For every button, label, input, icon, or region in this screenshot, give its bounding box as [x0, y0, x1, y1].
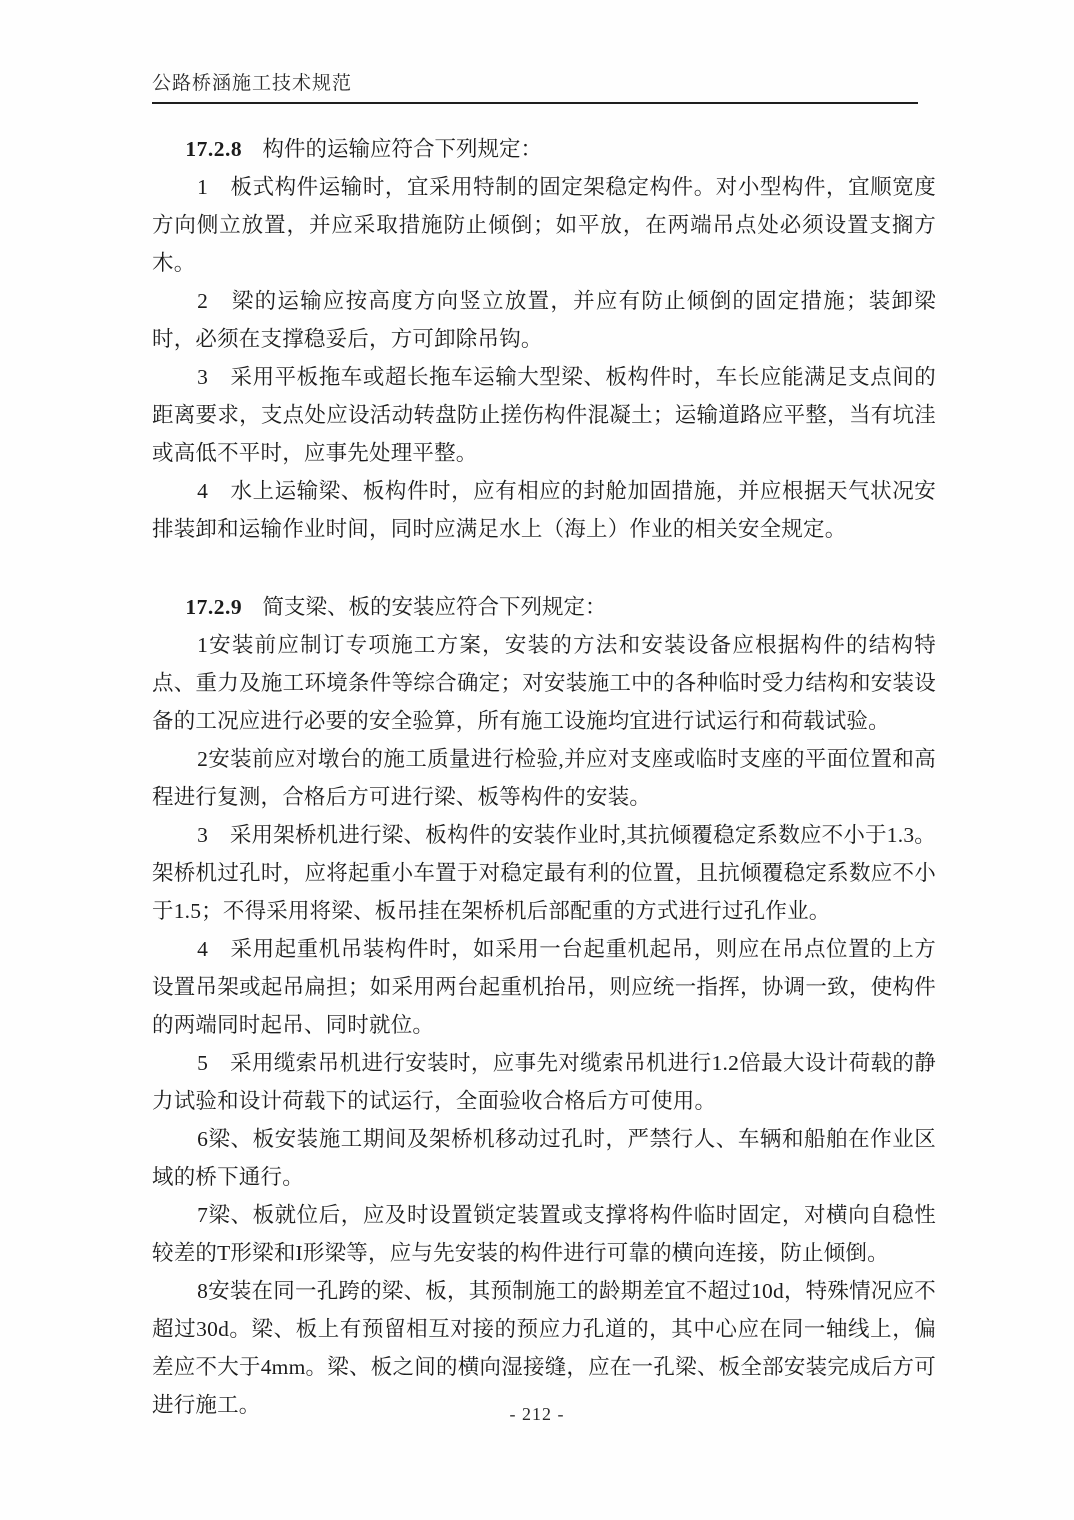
page-number: - 212 - [509, 1404, 565, 1424]
paragraph: 6梁、板安装施工期间及架桥机移动过孔时，严禁行人、车辆和船舶在作业区域的桥下通行。 [152, 1127, 936, 1189]
section-17-2-9 [152, 588, 936, 1424]
paragraph: 2 梁的运输应按高度方向竖立放置，并应有防止倾倒的固定措施；装卸梁时，必须在支撑稳妥后，方可卸除吊钩。 [152, 289, 936, 351]
header-title: 公路桥涵施工技术规范 [152, 73, 353, 94]
page-content [152, 130, 936, 1424]
paragraph: 7梁、板就位后，应及时设置锁定装置或支撑将构件临时固定，对横向自稳性较差的T形梁和I形梁等，应与先安装的构件进行可靠的横向连接，防止倾倒。 [152, 1203, 936, 1265]
paragraph: 1安装前应制订专项施工方案，安装的方法和安装设备应根据构件的结构特点、重力及施工环境条件等综合确定；对安装施工中的各种临时受力结构和安装设备的工况应进行必要的安全验算，所有施工设施均宜进行试运行和荷载试验。 [152, 633, 936, 733]
section-heading [152, 588, 936, 626]
paragraph: 3 采用架桥机进行梁、板构件的安装作业时,其抗倾覆稳定系数应不小于1.3。架桥机过孔时，应将起重小车置于对稳定最有利的位置，且抗倾覆稳定系数应不小于1.5；不得采用将梁、板吊挂在架桥机后部配重的方式进行过孔作业。 [152, 823, 936, 923]
paragraph: 2安装前应对墩台的施工质量进行检验,并应对支座或临时支座的平面位置和高程进行复测，合格后方可进行梁、板等构件的安装。 [152, 747, 936, 809]
paragraph: 8安装在同一孔跨的梁、板，其预制施工的龄期差宜不超过10d，特殊情况应不超过30d。梁、板上有预留相互对接的预应力孔道的，其中心应在同一轴线上，偏差应不大于4mm。梁、板之间的横向湿接缝，应在一孔梁、板全部安装完成后方可进行施工。 [152, 1279, 936, 1417]
section-heading [152, 130, 936, 168]
section-number: 17.2.9 [185, 595, 243, 619]
section-title: 构件的运输应符合下列规定： [262, 137, 542, 161]
running-header [152, 68, 918, 104]
page-footer [0, 1404, 1074, 1425]
paragraph: 4 水上运输梁、板构件时，应有相应的封舱加固措施，并应根据天气状况安排装卸和运输作业时间，同时应满足水上（海上）作业的相关安全规定。 [152, 479, 936, 541]
paragraph: 3 采用平板拖车或超长拖车运输大型梁、板构件时，车长应能满足支点间的距离要求，支点处应设活动转盘防止搓伤构件混凝土；运输道路应平整，当有坑洼或高低不平时，应事先处理平整。 [152, 365, 936, 465]
paragraph: 4 采用起重机吊装构件时，如采用一台起重机起吊，则应在吊点位置的上方设置吊架或起吊扁担；如采用两台起重机抬吊，则应统一指挥，协调一致，使构件的两端同时起吊、同时就位。 [152, 937, 936, 1037]
section-number: 17.2.8 [185, 137, 243, 161]
section-17-2-8 [152, 130, 936, 548]
paragraph: 1 板式构件运输时，宜采用特制的固定架稳定构件。对小型构件，宜顺宽度方向侧立放置，并应采取措施防止倾倒；如平放，在两端吊点处必须设置支搁方木。 [152, 175, 936, 275]
paragraph: 5 采用缆索吊机进行安装时，应事先对缆索吊机进行1.2倍最大设计荷载的静力试验和设计荷载下的试运行，全面验收合格后方可使用。 [152, 1051, 936, 1113]
section-title: 简支梁、板的安装应符合下列规定： [262, 595, 607, 619]
